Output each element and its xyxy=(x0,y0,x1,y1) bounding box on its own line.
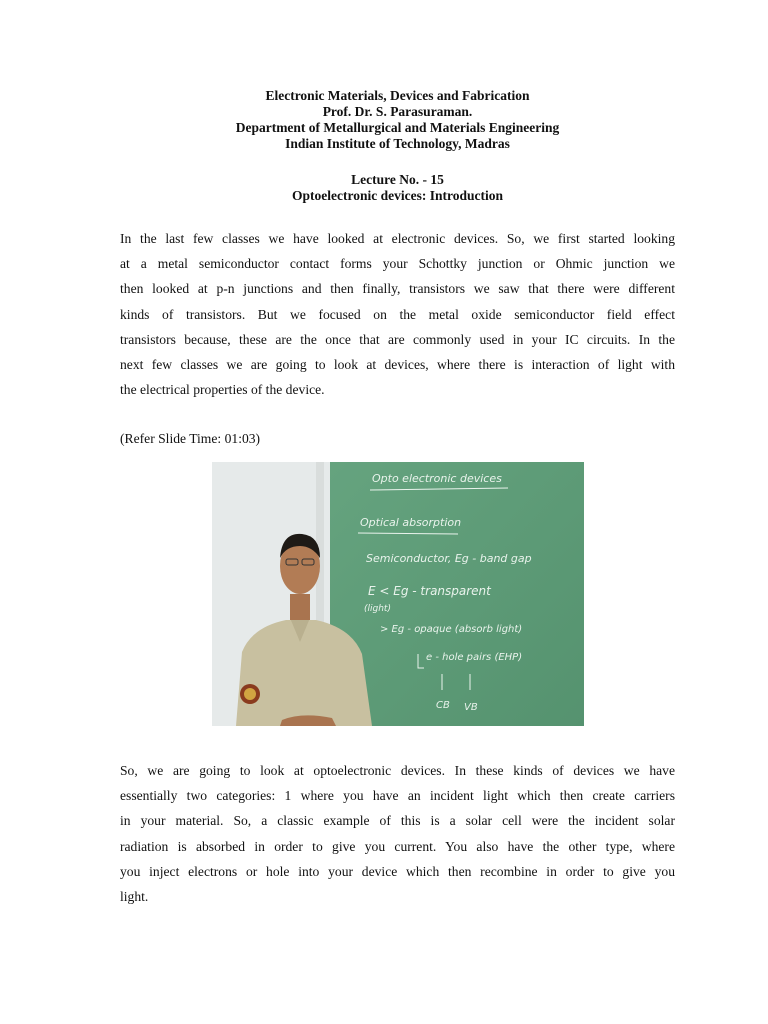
paragraph-line: at a metal semiconductor contact forms your Schottky junction or Ohmic junction we xyxy=(120,256,675,272)
course-title: Electronic Materials, Devices and Fabrication xyxy=(265,88,530,103)
paragraph-line: you inject electrons or hole into your device which then recombine in order to give you xyxy=(120,863,675,879)
lecture-title: Optoelectronic devices: Introduction xyxy=(292,188,503,203)
optoelectronics-paragraph xyxy=(120,758,675,909)
paragraph-line: essentially two categories: 1 where you have an incident light which then create carriers xyxy=(120,788,675,804)
lecture-number: Lecture No. - 15 xyxy=(351,172,444,187)
paragraph-line: light. xyxy=(120,888,149,904)
lecture-video-frame xyxy=(212,462,584,726)
paragraph-line: in your material. So, a classic example of this is a solar cell were the incident solar xyxy=(120,813,675,829)
department-name: Department of Metallurgical and Materials Engineering xyxy=(235,120,560,135)
board-line-1: Semiconductor, Eg - band gap xyxy=(366,552,532,565)
professor-name: Prof. Dr. S. Parasuraman. xyxy=(322,104,473,119)
board-line-2b: (light) xyxy=(364,604,391,614)
paragraph-line: So, we are going to look at optoelectronic devices. In these kinds of devices we have xyxy=(120,763,675,778)
board-line-3: > Eg - opaque (absorb light) xyxy=(380,624,523,635)
intro-paragraph xyxy=(120,226,675,402)
board-title: Opto electronic devices xyxy=(372,472,502,485)
paragraph-line: kinds of transistors. But we focused on the metal oxide semiconductor field effect xyxy=(120,306,675,322)
board-line-4: e - hole pairs (EHP) xyxy=(426,652,523,663)
board-subtitle: Optical absorption xyxy=(360,516,462,529)
board-vb: VB xyxy=(464,702,478,713)
board-cb: CB xyxy=(436,700,450,711)
lecture-header xyxy=(120,172,675,204)
institute-name: Indian Institute of Technology, Madras xyxy=(285,136,510,151)
refer-slide-time: (Refer Slide Time: 01:03) xyxy=(120,431,261,446)
board-line-2a: E < Eg - transparent xyxy=(368,584,491,598)
paragraph-line: next few classes we are going to look at devices, where there is interaction of light with xyxy=(120,356,675,372)
paragraph-line: transistors because, these are the once that are commonly used in your IC circuits. In the xyxy=(120,331,675,347)
paragraph-line: then looked at p-n junctions and then finally, transistors we saw that there were different xyxy=(120,281,675,297)
paragraph-line: the electrical properties of the device. xyxy=(120,382,325,398)
paragraph-line: In the last few classes we have looked at electronic devices. So, we first started looking xyxy=(120,231,675,246)
paragraph-line: radiation is absorbed in order to give you current. You also have the other type, where xyxy=(120,838,675,854)
document-header xyxy=(120,88,675,152)
